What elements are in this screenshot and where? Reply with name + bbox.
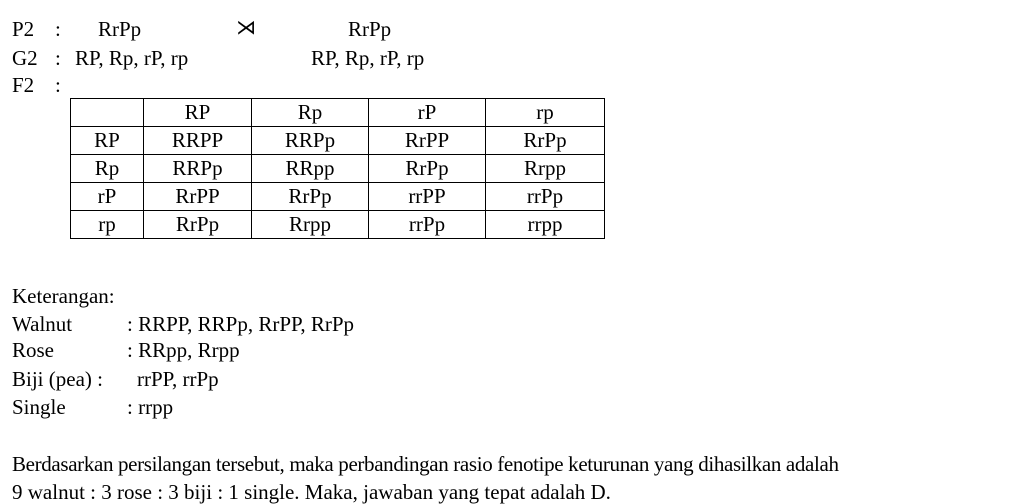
- punnett-row-header: rP: [71, 183, 144, 211]
- punnett-header-cell: Rp: [252, 99, 369, 127]
- g2-left-gametes: RP, Rp, rP, rp: [75, 46, 189, 70]
- g2-right-gametes: RP, Rp, rP, rp: [311, 46, 425, 70]
- punnett-corner-cell: [71, 99, 144, 127]
- punnett-cell: RrPp: [252, 183, 369, 211]
- punnett-row: [71, 211, 605, 239]
- punnett-cell: Rrpp: [252, 211, 369, 239]
- punnett-row-header: rp: [71, 211, 144, 239]
- p2-left-genotype: RrPp: [98, 17, 142, 41]
- f2-label: F2: [12, 73, 35, 97]
- punnett-cell: RrPp: [369, 155, 486, 183]
- p2-label: P2: [12, 17, 35, 41]
- punnett-header-row: [71, 99, 605, 127]
- f2-colon: :: [55, 73, 61, 97]
- punnett-row: [71, 183, 605, 211]
- conclusion-line-1: Berdasarkan persilangan tersebut, maka perbandingan rasio fenotipe keturunan yang dihasilkan adalah: [12, 452, 839, 476]
- punnett-row-header: RP: [71, 127, 144, 155]
- g2-label: G2: [12, 46, 38, 70]
- legend-value-rose: : RRpp, Rrpp: [127, 338, 240, 362]
- legend-label-biji: Biji (pea) :: [12, 367, 103, 391]
- punnett-row-header: Rp: [71, 155, 144, 183]
- punnett-header-cell: RP: [144, 99, 252, 127]
- legend-label-single: Single: [12, 395, 66, 419]
- punnett-cell: RrPp: [144, 211, 252, 239]
- p2-right-genotype: RrPp: [348, 17, 392, 41]
- legend-value-single: : rrpp: [127, 395, 174, 419]
- punnett-cell: RRPp: [144, 155, 252, 183]
- punnett-row: [71, 155, 605, 183]
- punnett-cell: rrpp: [486, 211, 605, 239]
- punnett-cell: Rrpp: [486, 155, 605, 183]
- legend-label-rose: Rose: [12, 338, 54, 362]
- punnett-cell: rrPP: [369, 183, 486, 211]
- punnett-cell: rrPp: [486, 183, 605, 211]
- legend-value-biji: rrPP, rrPp: [137, 367, 219, 391]
- punnett-cell: RrPP: [369, 127, 486, 155]
- punnett-cell: RrPp: [486, 127, 605, 155]
- cross-symbol: ⋊: [236, 15, 256, 39]
- punnett-cell: rrPp: [369, 211, 486, 239]
- p2-colon: :: [55, 17, 61, 41]
- punnett-cell: RRPp: [252, 127, 369, 155]
- punnett-row: [71, 127, 605, 155]
- punnett-header-cell: rP: [369, 99, 486, 127]
- conclusion-line-2: 9 walnut : 3 rose : 3 biji : 1 single. Maka, jawaban yang tepat adalah D.: [12, 480, 611, 504]
- legend-label-walnut: Walnut: [12, 312, 73, 336]
- legend-title: Keterangan:: [12, 284, 115, 308]
- punnett-cell: RRpp: [252, 155, 369, 183]
- punnett-header-cell: rp: [486, 99, 605, 127]
- punnett-cell: RRPP: [144, 127, 252, 155]
- punnett-square: [70, 98, 605, 239]
- legend-value-walnut: : RRPP, RRPp, RrPP, RrPp: [127, 312, 355, 336]
- punnett-cell: RrPP: [144, 183, 252, 211]
- g2-colon: :: [55, 46, 61, 70]
